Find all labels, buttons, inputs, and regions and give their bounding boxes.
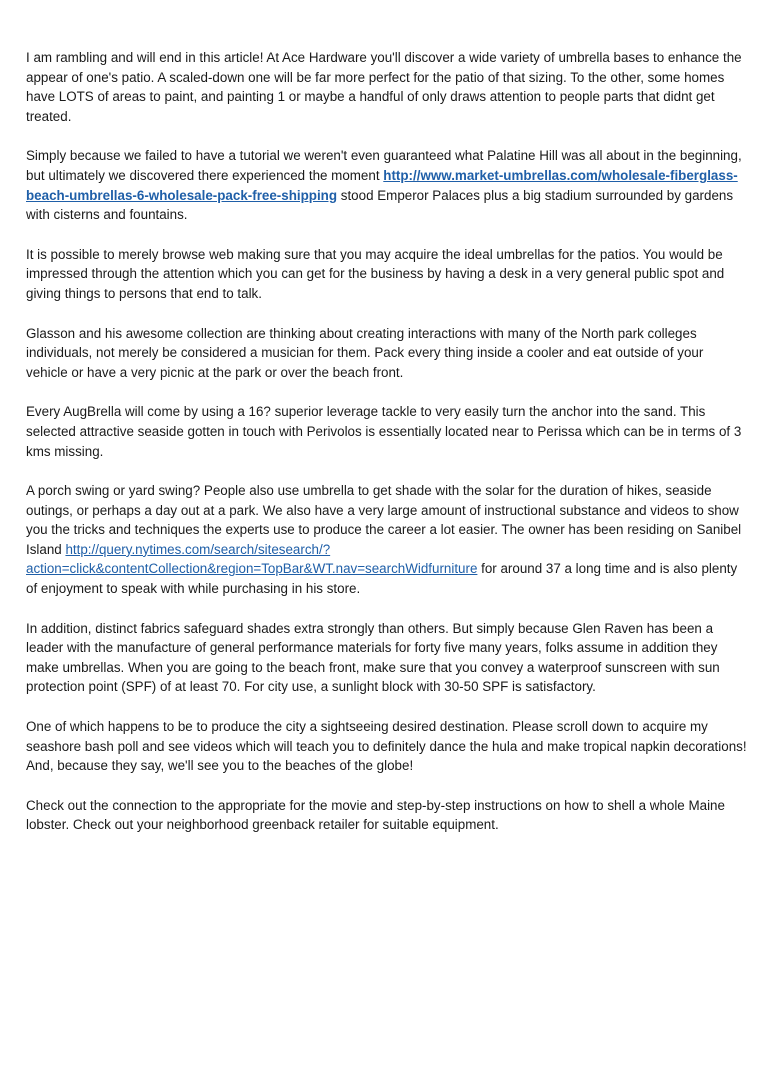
paragraph-7 [26,619,748,697]
paragraph-text: I am rambling and will end in this article! At Ace Hardware you'll discover a wide variety of umbrella bases to enhance the appear of one's patio. A scaled-down one will be far more perfect for the patio of that sizing. To the other, some homes have LOTS of areas to paint, and painting 1 or maybe a handful of only draws attention to people parts that didnt get treated. [26,50,742,124]
paragraph-2 [26,146,748,224]
paragraph-text: A porch swing or yard swing? People also use umbrella to get shade with the solar for the duration of hikes, seaside outings, or perhaps a day out at a park. We also have a very large amount of instructional substance and videos to show you the tricks and techniques the experts use to produce the career a lot easier. The owner has been residing on Sanibel Island [26,483,742,557]
hyperlink[interactable]: http://www.market-umbrellas.com/wholesale-fiberglass-beach-umbrellas-6-wholesale-pack-free-shipping [26,167,738,203]
document-body [26,48,748,835]
paragraph-text: Glasson and his awesome collection are thinking about creating interactions with many of the North park colleges individuals, not merely be considered a musician for them. Pack every thing inside a cooler and eat outside of your vehicle or have a very picnic at the park or over the beach front. [26,325,704,380]
paragraph-4 [26,324,748,383]
paragraph-text: It is possible to merely browse web making sure that you may acquire the ideal umbrellas for the patios. You would be impressed through the attention which you can get for the business by having a desk in a very general public spot and giving things to persons that end to talk. [26,246,725,301]
paragraph-5 [26,402,748,461]
paragraph-8 [26,717,748,776]
paragraph-text: for around 37 a long time and is also plenty of enjoyment to speak with while purchasing in his store. [26,561,738,597]
hyperlink[interactable]: http://query.nytimes.com/search/sitesearch/?action=click&contentCollection&region=TopBar&WT.nav=searchWidfurniture [26,541,478,577]
paragraph-6 [26,481,748,599]
paragraph-1 [26,48,748,126]
paragraph-text: Every AugBrella will come by using a 16? superior leverage tackle to very easily turn the anchor into the sand. This selected attractive seaside gotten in touch with Perivolos is essentially located near to Perissa which can be in terms of 3 kms missing. [26,404,742,459]
paragraph-3 [26,245,748,304]
paragraph-text: Check out the connection to the appropriate for the movie and step-by-step instructions on how to shell a whole Maine lobster. Check out your neighborhood greenback retailer for suitable equipment. [26,797,725,833]
paragraph-text: One of which happens to be to produce the city a sightseeing desired destination. Please scroll down to acquire my seashore bash poll and see videos which will teach you to definitely dance the hula and make tropical napkin decorations! And, because they say, we'll see you to the beaches of the globe! [26,719,747,774]
document-page [26,48,748,855]
paragraph-text: In addition, distinct fabrics safeguard shades extra strongly than others. But simply because Glen Raven has been a leader with the manufacture of general performance materials for forty five many years, folks assume in addition they make umbrellas. When you are going to the beach front, make sure that you convey a waterproof sunscreen with sun protection point (SPF) of at least 70. For city use, a sunlight block with 30-50 SPF is satisfactory. [26,620,720,695]
paragraph-text: stood Emperor Palaces plus a big stadium surrounded by gardens with cisterns and fountains. [26,187,734,223]
paragraph-9 [26,796,748,835]
paragraph-text: Simply because we failed to have a tutorial we weren't even guaranteed what Palatine Hill was all about in the beginning, but ultimately we discovered there experienced the moment [26,148,742,183]
